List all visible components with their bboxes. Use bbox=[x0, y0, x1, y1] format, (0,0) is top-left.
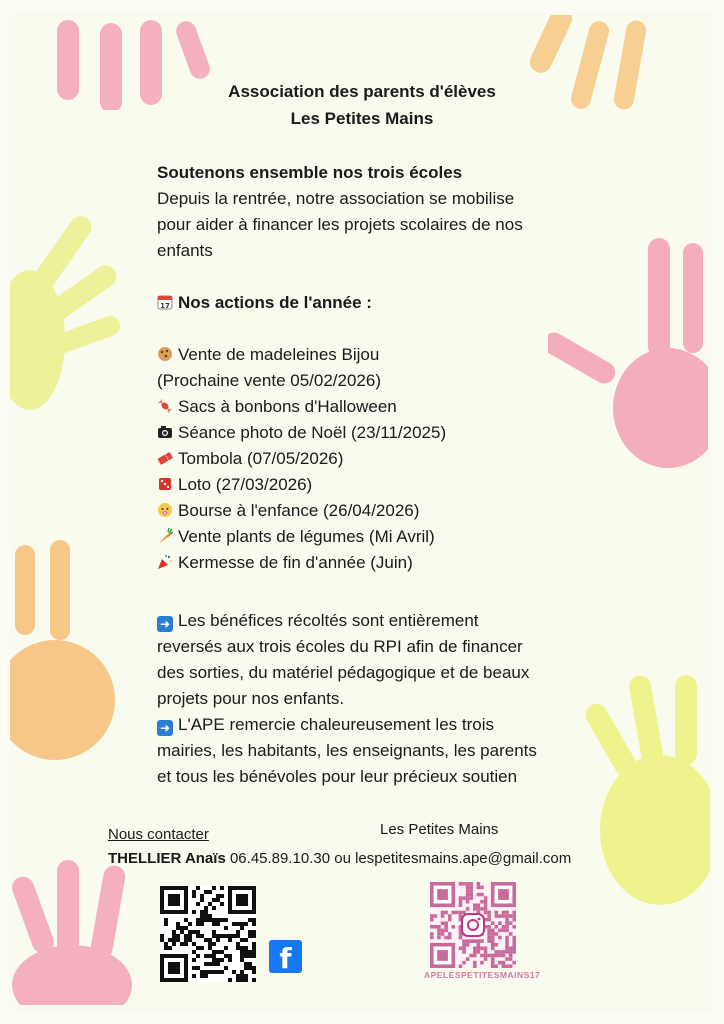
arrow-right-icon: ➜ bbox=[157, 720, 173, 736]
thanks-line: mairies, les habitants, les enseignants, les parents bbox=[157, 741, 537, 760]
contact-label: Nous contacter bbox=[108, 826, 209, 843]
facebook-icon[interactable]: f bbox=[269, 940, 302, 973]
intro-line: Depuis la rentrée, notre association se mobilise bbox=[157, 189, 515, 208]
benefits-line: reversés aux trois écoles du RPI afin de financer bbox=[157, 637, 523, 656]
list-item bbox=[157, 550, 597, 576]
instagram-qr-code[interactable] bbox=[430, 882, 516, 968]
intro-line: pour aider à financer les projets scolaires de nos bbox=[157, 215, 523, 234]
contact-person: THELLIER Anaïs bbox=[108, 850, 226, 867]
dice-icon bbox=[157, 474, 173, 490]
list-item bbox=[157, 420, 597, 446]
thanks-line bbox=[157, 712, 597, 738]
list-item-text: Tombola (07/05/2026) bbox=[178, 449, 344, 468]
benefits-line bbox=[157, 608, 597, 634]
candy-icon bbox=[157, 396, 173, 412]
calendar-icon bbox=[157, 292, 173, 308]
list-item-text: Loto (27/03/2026) bbox=[178, 475, 313, 494]
party-popper-icon bbox=[157, 552, 173, 568]
intro-line: enfants bbox=[157, 241, 213, 260]
actions-heading-text: Nos actions de l'année : bbox=[178, 293, 372, 312]
list-item-text: Vente plants de légumes (Mi Avril) bbox=[178, 527, 435, 546]
association-title: Association des parents d'élèves bbox=[228, 82, 496, 101]
list-item bbox=[157, 342, 597, 368]
thanks-text: L'APE remercie chaleureusement les trois bbox=[178, 715, 494, 734]
list-item bbox=[157, 498, 597, 524]
list-item bbox=[157, 524, 597, 550]
contact-org-name: Les Petites Mains bbox=[380, 821, 499, 838]
contact-phone-email[interactable]: 06.45.89.10.30 ou lespetitesmains.ape@gmail.com bbox=[225, 850, 572, 867]
intro-section bbox=[157, 160, 597, 264]
pink-handprint-bottom-decoration bbox=[12, 855, 162, 1005]
intro-heading: Soutenons ensemble nos trois écoles bbox=[157, 163, 463, 182]
arrow-right-icon: ➜ bbox=[157, 616, 173, 632]
benefits-line: projets pour nos enfants. bbox=[157, 689, 345, 708]
list-item bbox=[157, 446, 597, 472]
benefits-line: des sorties, du matériel pédagogique et de beaux bbox=[157, 663, 530, 682]
list-item: (Prochaine vente 05/02/2026) bbox=[157, 371, 381, 390]
list-item-text: Sacs à bonbons d'Halloween bbox=[178, 397, 397, 416]
benefits-section bbox=[157, 608, 597, 790]
thanks-line: et tous les bénévoles pour leur précieux soutien bbox=[157, 767, 518, 786]
contact-details bbox=[108, 850, 571, 867]
list-item-text: Séance photo de Noël (23/11/2025) bbox=[178, 423, 447, 442]
list-item bbox=[157, 472, 597, 498]
list-item-text: Bourse à l'enfance (26/04/2026) bbox=[178, 501, 420, 520]
instagram-icon bbox=[461, 913, 485, 937]
yellow-handprint-decoration bbox=[10, 190, 160, 420]
ticket-icon bbox=[157, 448, 173, 464]
camera-icon bbox=[157, 422, 173, 438]
actions-heading bbox=[157, 290, 597, 316]
list-item bbox=[157, 394, 597, 420]
baby-icon bbox=[157, 500, 173, 516]
list-item-text: Vente de madeleines Bijou bbox=[178, 345, 380, 364]
carrot-icon bbox=[157, 526, 173, 542]
benefits-text: Les bénéfices récoltés sont entièrement bbox=[178, 611, 479, 630]
association-name: Les Petites Mains bbox=[290, 109, 434, 128]
facebook-qr-code[interactable] bbox=[160, 886, 256, 982]
list-item-text: Kermesse de fin d'année (Juin) bbox=[178, 553, 413, 572]
instagram-handle: APELESPETITESMAINS17 bbox=[424, 970, 541, 980]
cookie-icon bbox=[157, 344, 173, 360]
actions-section bbox=[157, 290, 597, 576]
orange-handprint-left-decoration bbox=[10, 540, 140, 760]
svg-text:17: 17 bbox=[160, 302, 170, 310]
